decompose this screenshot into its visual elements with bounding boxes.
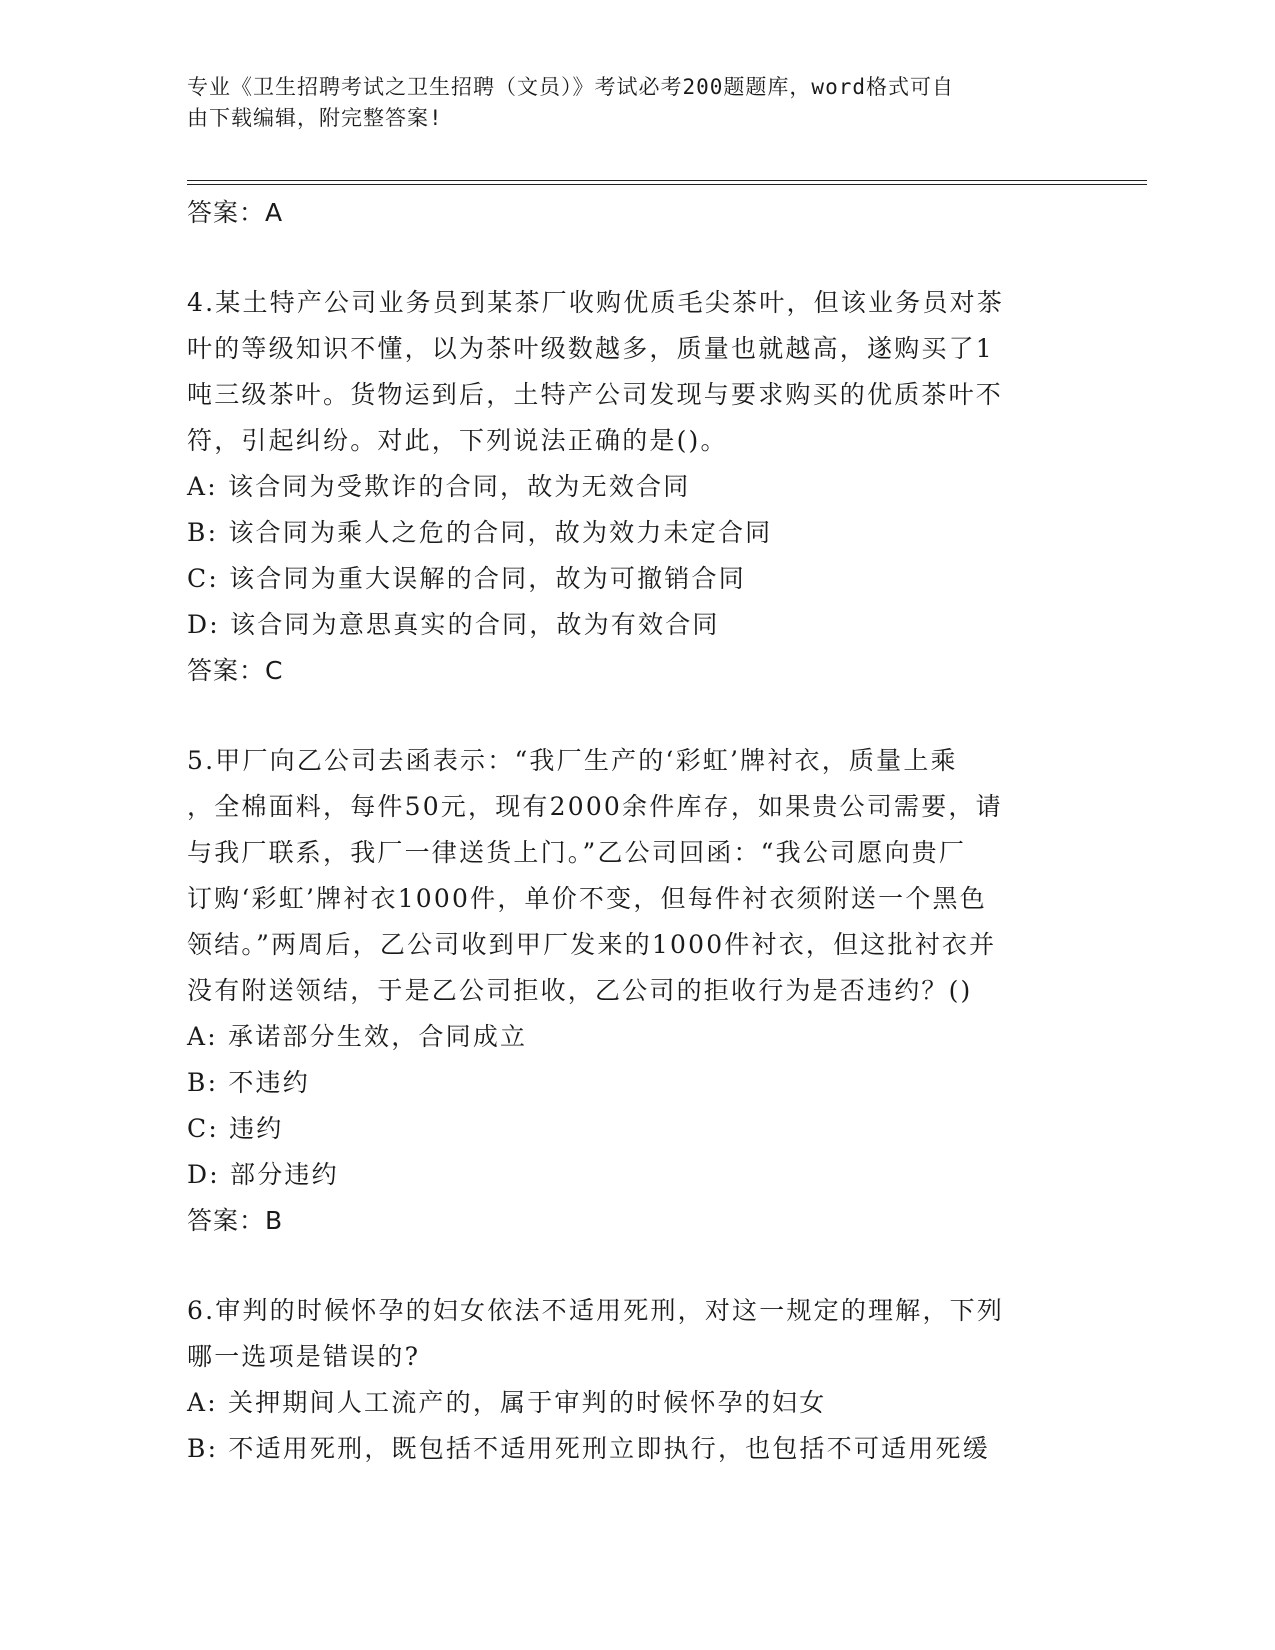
answer-4: 答案：C: [187, 656, 284, 685]
question-text-line: 没有附送领结，于是乙公司拒收，乙公司的拒收行为是否违约？(): [187, 976, 973, 1005]
question-text-line: 订购‘彩虹’牌衬衣1000件，单价不变，但每件衬衣须附送一个黑色: [187, 884, 987, 913]
option-b: B: 该合同为乘人之危的合同，故为效力未定合同: [187, 518, 773, 547]
question-4: [187, 280, 1067, 694]
spacer: [187, 1244, 1067, 1288]
option-d: D: 该合同为意思真实的合同，故为有效合同: [187, 610, 720, 639]
question-5: [187, 738, 1067, 1244]
option-a: A: 该合同为受欺诈的合同，故为无效合同: [187, 472, 691, 501]
option-b: B: 不违约: [187, 1068, 310, 1097]
answer-5: 答案：B: [187, 1206, 284, 1235]
option-b: B: 不适用死刑，既包括不适用死刑立即执行，也包括不可适用死缓: [187, 1434, 990, 1463]
option-a: A: 关押期间人工流产的，属于审判的时候怀孕的妇女: [187, 1388, 827, 1417]
question-text-line: 哪一选项是错误的?: [187, 1342, 421, 1371]
document-header: [187, 72, 1067, 134]
spacer: [187, 236, 1067, 280]
question-text-line: 叶的等级知识不懂，以为茶叶级数越多，质量也就越高，遂购买了1: [187, 334, 994, 363]
question-6: [187, 1288, 1067, 1472]
question-text-line: 与我厂联系，我厂一律送货上门。”乙公司回函：“我公司愿向贵厂: [187, 838, 967, 867]
question-text-line: 5.甲厂向乙公司去函表示：“我厂生产的‘彩虹’牌衬衣，质量上乘: [187, 746, 958, 775]
question-text-line: 吨三级茶叶。货物运到后，土特产公司发现与要求购买的优质茶叶不: [187, 380, 1004, 409]
option-a: A: 承诺部分生效，合同成立: [187, 1022, 528, 1051]
question-text-line: 6.审判的时候怀孕的妇女依法不适用死刑，对这一规定的理解，下列: [187, 1296, 1005, 1325]
question-text-line: 4.某土特产公司业务员到某茶厂收购优质毛尖茶叶，但该业务员对茶: [187, 288, 1005, 317]
header-divider-top: [187, 180, 1147, 181]
question-list: [187, 190, 1067, 1472]
option-d: D: 部分违约: [187, 1160, 339, 1189]
question-text-line: 符，引起纠纷。对此，下列说法正确的是()。: [187, 426, 728, 455]
header-divider-bottom: [187, 184, 1147, 185]
spacer: [187, 694, 1067, 738]
option-c: C: 违约: [187, 1114, 284, 1143]
answer-previous: 答案：A: [187, 198, 284, 227]
option-c: C: 该合同为重大误解的合同，故为可撤销合同: [187, 564, 746, 593]
question-text-line: 领结。”两周后，乙公司收到甲厂发来的1000件衬衣，但这批衬衣并: [187, 930, 997, 959]
header-line-2: 由下载编辑，附完整答案!: [187, 106, 443, 130]
question-text-line: ，全棉面料，每件50元，现有2000余件库存，如果贵公司需要，请: [187, 792, 1003, 821]
header-line-1: 专业《卫生招聘考试之卫生招聘（文员）》考试必考200题题库，word格式可自: [187, 75, 954, 99]
